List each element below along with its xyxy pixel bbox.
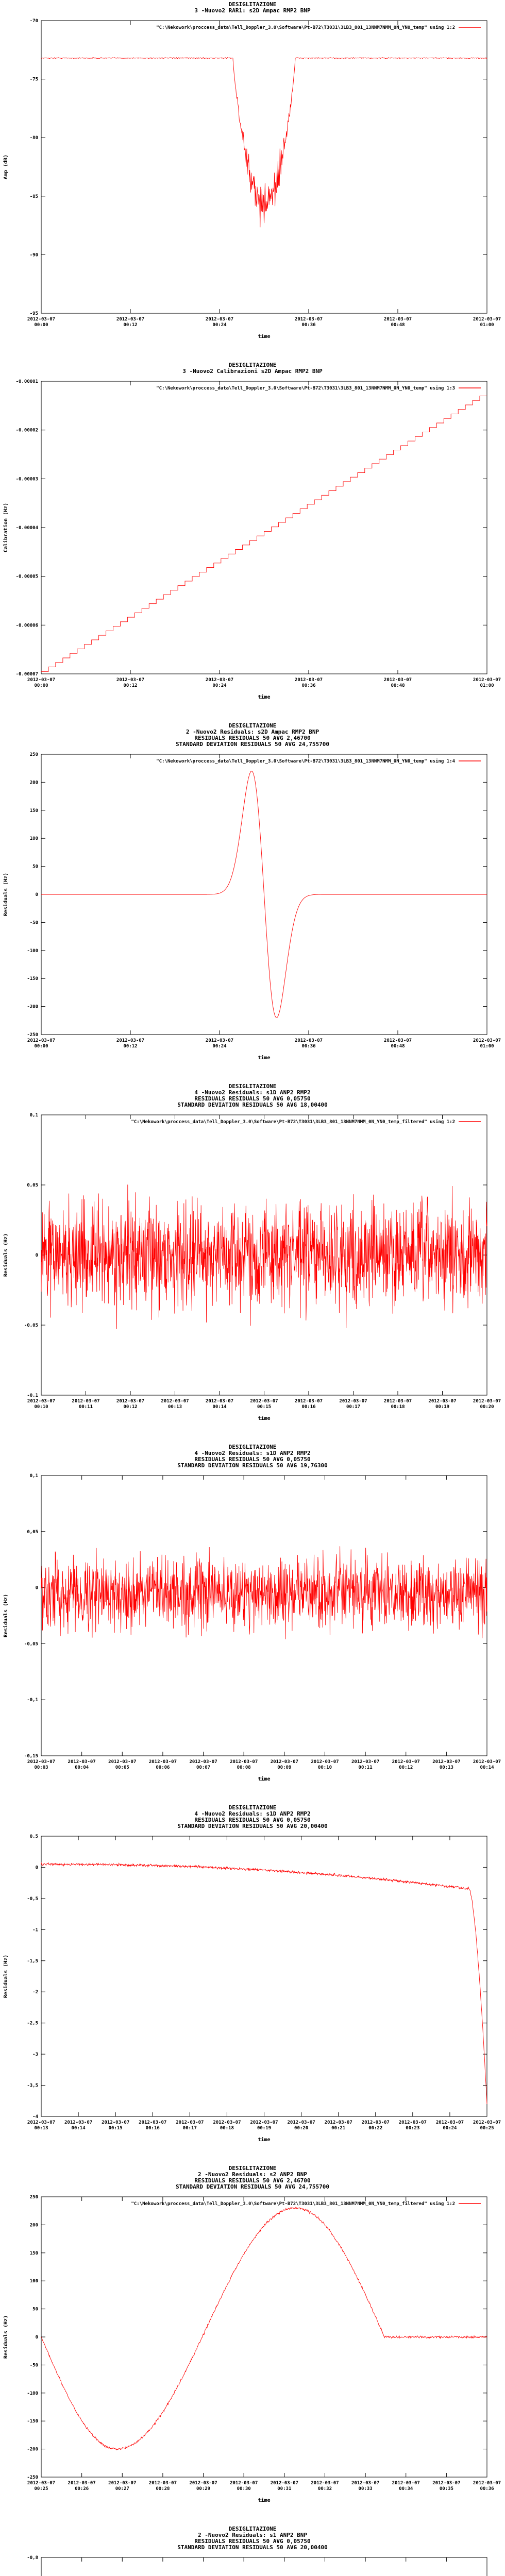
x-tick-label: 00:36 (301, 683, 316, 688)
x-tick-label: 00:48 (391, 683, 405, 688)
y-tick-label: -75 (29, 77, 38, 82)
series-line (41, 396, 487, 671)
plot-frame (41, 2197, 487, 2477)
y-tick-label: -150 (27, 2419, 38, 2425)
chart-panel-5 (0, 1443, 505, 1803)
x-axis-label: time (258, 1055, 271, 1061)
chart-title-line: 4 -Nuovo2 Residuals: s1D ANP2 RMP2 (194, 1450, 311, 1456)
chart-title-line: DESIGLITAZIONE (228, 1083, 277, 1090)
x-tick-label: 2012-03-07 (473, 1759, 501, 1765)
y-tick-label: 0 (35, 2335, 38, 2340)
x-tick-label: 00:25 (480, 2126, 494, 2131)
y-tick-label: -0,15 (24, 1754, 38, 1759)
chart-panel-6 (0, 1803, 505, 2164)
plot-frame (41, 21, 487, 313)
y-axis-label: Amp (dB) (3, 154, 9, 180)
x-tick-label: 00:14 (480, 1765, 494, 1770)
y-tick-label: -1,5 (27, 1958, 38, 1964)
x-tick-label: 2012-03-07 (311, 1759, 339, 1765)
x-tick-label: 00:18 (391, 1404, 405, 1410)
chart-title-line: DESIGLITAZIONE (228, 722, 277, 729)
x-tick-label: 00:04 (75, 1765, 89, 1770)
chart-title-line: STANDARD DEVIATION RESIDUALS 50 AVG 24,755700 (175, 2183, 330, 2190)
x-tick-label: 2012-03-07 (68, 2481, 96, 2486)
x-tick-label: 2012-03-07 (27, 317, 56, 322)
x-tick-label: 2012-03-07 (72, 1399, 100, 1404)
x-tick-label: 00:12 (123, 323, 138, 328)
x-tick-label: 00:07 (196, 1765, 211, 1770)
x-tick-label: 00:10 (317, 1765, 332, 1770)
x-tick-label: 2012-03-07 (108, 2481, 137, 2486)
x-tick-label: 00:27 (115, 2486, 129, 2492)
x-tick-label: 2012-03-07 (473, 1038, 501, 1043)
chart-title-line: RESIDUALS RESIDUALS 50 AVG 2,46700 (194, 2177, 311, 2184)
x-axis-label: time (258, 1776, 271, 1782)
x-axis-label: time (258, 2498, 271, 2503)
y-tick-label: -90 (29, 252, 38, 258)
y-tick-label: -150 (27, 976, 38, 982)
y-tick-label: -80 (29, 135, 38, 141)
x-tick-label: 2012-03-07 (148, 2481, 177, 2486)
x-tick-label: 01:00 (480, 323, 494, 328)
y-tick-label: 200 (29, 780, 38, 786)
chart-title-line: RESIDUALS RESIDUALS 50 AVG 0,05750 (194, 2538, 311, 2545)
chart-title-line: 2 -Nuovo2 Residuals: s2 ANP2 BNP (198, 2171, 307, 2178)
x-tick-label: 2012-03-07 (270, 2481, 298, 2486)
x-tick-label: 00:33 (358, 2486, 373, 2492)
y-tick-label: 50 (32, 2307, 38, 2312)
series-line (41, 771, 487, 1018)
x-tick-label: 2012-03-07 (311, 2481, 339, 2486)
x-tick-label: 2012-03-07 (205, 1038, 234, 1043)
y-tick-label: -0,8 (27, 2555, 38, 2561)
x-tick-label: 2012-03-07 (294, 1038, 323, 1043)
chart-panel-1 (0, 0, 505, 361)
x-tick-label: 00:25 (34, 2486, 48, 2492)
x-tick-label: 00:13 (439, 1765, 453, 1770)
x-tick-label: 2012-03-07 (473, 677, 501, 683)
x-tick-label: 2012-03-07 (473, 2481, 501, 2486)
x-tick-label: 2012-03-07 (383, 317, 412, 322)
x-tick-label: 2012-03-07 (294, 677, 323, 683)
y-tick-label: -70 (29, 19, 38, 24)
x-tick-label: 2012-03-07 (392, 1759, 420, 1765)
x-tick-label: 00:14 (212, 1404, 227, 1410)
y-tick-label: 0,5 (29, 1834, 38, 1839)
x-tick-label: 00:12 (123, 683, 138, 688)
x-tick-label: 2012-03-07 (116, 677, 145, 683)
x-tick-label: 00:09 (277, 1765, 292, 1770)
x-tick-label: 2012-03-07 (64, 2120, 93, 2125)
y-tick-label: -4 (32, 2114, 38, 2120)
y-tick-label: -95 (29, 311, 38, 316)
x-tick-label: 00:12 (123, 1404, 138, 1410)
y-tick-label: 0,1 (29, 1473, 38, 1479)
x-tick-label: 2012-03-07 (428, 1399, 457, 1404)
chart-title-line: 4 -Nuovo2 Residuals: s1D ANP2 RMP2 (194, 1810, 311, 1817)
x-tick-label: 00:00 (34, 1044, 48, 1049)
x-tick-label: 00:12 (399, 1765, 413, 1770)
x-tick-label: 00:21 (331, 2126, 346, 2131)
x-tick-label: 2012-03-07 (383, 677, 412, 683)
y-axis-label: Residuals (Hz) (3, 872, 9, 917)
x-tick-label: 2012-03-07 (189, 2481, 217, 2486)
x-tick-label: 00:36 (301, 323, 316, 328)
chart-title-line: DESIGLITAZIONE (228, 1, 277, 8)
x-tick-label: 2012-03-07 (473, 2120, 501, 2125)
y-tick-label: -0,05 (24, 1323, 38, 1328)
x-tick-label: 00:48 (391, 323, 405, 328)
x-tick-label: 00:11 (78, 1404, 93, 1410)
chart-title-line: RESIDUALS RESIDUALS 50 AVG 0,05750 (194, 1817, 311, 1823)
x-tick-label: 2012-03-07 (161, 1399, 189, 1404)
legend-label: "C:\Nekowork\proccess_data\Tell_Doppler_3.0\Software\Pt-B72\T3031\3LB3_801_13NNM7NMM_0N_YN0_temp_filtered" using 1:2 (131, 2201, 455, 2207)
y-tick-label: 100 (29, 2279, 38, 2284)
x-tick-label: 2012-03-07 (432, 1759, 461, 1765)
chart-title-line: DESIGLITAZIONE (228, 2165, 277, 2172)
x-tick-label: 00:00 (34, 683, 48, 688)
y-tick-label: -2,5 (27, 2021, 38, 2026)
chart-title-line: STANDARD DEVIATION RESIDUALS 50 AVG 20,00400 (177, 1823, 328, 1829)
x-axis-label: time (258, 694, 271, 700)
y-tick-label: -3,5 (27, 2083, 38, 2089)
x-tick-label: 2012-03-07 (230, 1759, 258, 1765)
x-tick-label: 2012-03-07 (108, 1759, 137, 1765)
y-tick-label: -100 (27, 948, 38, 954)
series-line (41, 1862, 487, 2104)
x-tick-label: 00:24 (212, 683, 227, 688)
chart-title-line: STANDARD DEVIATION RESIDUALS 50 AVG 19,76300 (177, 1462, 328, 1469)
chart-title-line: 2 -Nuovo2 Residuals: s1 ANP2 BNP (198, 2532, 307, 2538)
y-tick-label: 0,05 (27, 1183, 38, 1188)
x-tick-label: 2012-03-07 (27, 1038, 56, 1043)
x-tick-label: 00:00 (34, 323, 48, 328)
x-axis-label: time (258, 2137, 271, 2143)
x-tick-label: 00:11 (358, 1765, 373, 1770)
x-tick-label: 00:15 (108, 2126, 123, 2131)
y-tick-label: 0 (35, 892, 38, 897)
y-axis-label: Residuals (Hz) (3, 1233, 9, 1277)
x-tick-label: 2012-03-07 (27, 1399, 56, 1404)
y-tick-label: 100 (29, 836, 38, 842)
chart-title-line: RESIDUALS RESIDUALS 50 AVG 0,05750 (194, 1456, 311, 1463)
x-tick-label: 2012-03-07 (27, 677, 56, 683)
chart-panel-3 (0, 721, 505, 1082)
x-tick-label: 2012-03-07 (383, 1399, 412, 1404)
chart-title-line: DESIGLITAZIONE (228, 2526, 277, 2532)
x-tick-label: 00:18 (220, 2126, 234, 2131)
chart-panel-7 (0, 2164, 505, 2524)
x-tick-label: 00:36 (480, 2486, 494, 2492)
x-tick-label: 2012-03-07 (68, 1759, 96, 1765)
x-tick-label: 01:00 (480, 683, 494, 688)
x-tick-label: 2012-03-07 (473, 1399, 501, 1404)
chart-panel-2 (0, 361, 505, 721)
x-tick-label: 00:12 (123, 1044, 138, 1049)
x-tick-label: 2012-03-07 (383, 1038, 412, 1043)
x-tick-label: 00:05 (115, 1765, 129, 1770)
y-tick-label: -250 (27, 2475, 38, 2480)
y-tick-label: -0.00005 (15, 574, 38, 580)
x-tick-label: 00:13 (34, 2126, 48, 2131)
series-line (41, 2207, 487, 2450)
chart-panel-4 (0, 1082, 505, 1443)
legend-label: "C:\Nekowork\proccess_data\Tell_Doppler_3.0\Software\Pt-B72\T3031\3LB3_801_13NNM7NMM_0N_YN0_temp" using 1:3 (156, 386, 455, 391)
x-tick-label: 00:16 (301, 1404, 316, 1410)
x-tick-label: 00:36 (301, 1044, 316, 1049)
y-tick-label: -100 (27, 2391, 38, 2396)
y-tick-label: 250 (29, 752, 38, 757)
y-tick-label: -2 (32, 1990, 38, 1995)
y-tick-label: -0.00007 (15, 672, 38, 677)
legend-label: "C:\Nekowork\proccess_data\Tell_Doppler_3.0\Software\Pt-B72\T3031\3LB3_801_13NNM7NMM_0N_YN0_temp" using 1:2 (156, 25, 455, 30)
x-tick-label: 00:08 (237, 1765, 251, 1770)
x-axis-label: time (258, 1416, 271, 1421)
x-tick-label: 2012-03-07 (139, 2120, 167, 2125)
x-tick-label: 00:28 (156, 2486, 170, 2492)
x-tick-label: 00:30 (237, 2486, 251, 2492)
y-tick-label: -0,1 (27, 1393, 38, 1398)
x-tick-label: 2012-03-07 (27, 2481, 56, 2486)
chart-title-line: 2 -Nuovo2 Residuals: s2D Ampac RMP2 BNP (186, 728, 319, 735)
chart-title-line: STANDARD DEVIATION RESIDUALS 50 AVG 20,00400 (177, 2544, 328, 2551)
x-tick-label: 2012-03-07 (176, 2120, 204, 2125)
y-tick-label: -0,5 (27, 1896, 38, 1902)
y-tick-label: 0,05 (27, 1529, 38, 1535)
plot-frame (41, 2557, 487, 2576)
y-tick-label: 0 (35, 1253, 38, 1258)
series-line (41, 1184, 487, 1329)
series-line (41, 1546, 487, 1639)
chart-title-line: DESIGLITAZIONE (228, 1444, 277, 1450)
x-tick-label: 00:15 (257, 1404, 272, 1410)
y-tick-label: -0.00002 (15, 428, 38, 433)
y-tick-label: -50 (29, 920, 38, 926)
x-tick-label: 01:00 (480, 1044, 494, 1049)
y-tick-label: -0.00006 (15, 623, 38, 629)
x-tick-label: 00:29 (196, 2486, 211, 2492)
x-tick-label: 00:24 (443, 2126, 457, 2131)
x-tick-label: 00:24 (212, 1044, 227, 1049)
y-tick-label: 0,1 (29, 1113, 38, 1118)
x-tick-label: 2012-03-07 (339, 1399, 367, 1404)
x-tick-label: 00:13 (167, 1404, 182, 1410)
x-tick-label: 00:19 (257, 2126, 272, 2131)
x-tick-label: 2012-03-07 (189, 1759, 217, 1765)
x-tick-label: 2012-03-07 (116, 317, 145, 322)
x-tick-label: 00:32 (317, 2486, 332, 2492)
x-tick-label: 2012-03-07 (351, 1759, 380, 1765)
chart-title-line: 4 -Nuovo2 Residuals: s1D ANP2 RMP2 (194, 1089, 311, 1096)
y-tick-label: 0 (35, 1865, 38, 1871)
x-tick-label: 00:24 (212, 323, 227, 328)
x-tick-label: 2012-03-07 (351, 2481, 380, 2486)
x-tick-label: 2012-03-07 (435, 2120, 464, 2125)
y-tick-label: -0.00003 (15, 477, 38, 482)
plot-frame (41, 381, 487, 674)
y-tick-label: -0,05 (24, 1641, 38, 1647)
y-tick-label: -85 (29, 194, 38, 199)
chart-panel-8 (0, 2524, 505, 2576)
x-tick-label: 2012-03-07 (361, 2120, 390, 2125)
x-tick-label: 2012-03-07 (27, 2120, 56, 2125)
x-tick-label: 00:35 (439, 2486, 453, 2492)
x-tick-label: 2012-03-07 (432, 2481, 461, 2486)
chart-title-line: 3 -Nuovo2 RAR1: s2D Ampac RMP2 BNP (194, 7, 311, 14)
y-tick-label: -200 (27, 1004, 38, 1010)
chart-title-line: 3 -Nuovo2 Calibrazioni s2D Ampac RMP2 BNP (182, 368, 323, 375)
x-tick-label: 2012-03-07 (213, 2120, 241, 2125)
y-tick-label: 50 (32, 864, 38, 870)
y-axis-label: Residuals (Hz) (3, 1594, 9, 1638)
x-tick-label: 2012-03-07 (294, 317, 323, 322)
x-tick-label: 00:06 (156, 1765, 170, 1770)
x-tick-label: 00:16 (145, 2126, 160, 2131)
x-tick-label: 2012-03-07 (270, 1759, 298, 1765)
y-tick-label: 150 (29, 2250, 38, 2256)
x-tick-label: 2012-03-07 (205, 317, 234, 322)
x-tick-label: 00:03 (34, 1765, 48, 1770)
x-tick-label: 00:20 (480, 1404, 494, 1410)
chart-title-line: RESIDUALS RESIDUALS 50 AVG 2,46700 (194, 735, 311, 741)
y-tick-label: 150 (29, 808, 38, 814)
x-tick-label: 00:20 (294, 2126, 309, 2131)
chart-title-line: STANDARD DEVIATION RESIDUALS 50 AVG 18,00400 (177, 1101, 328, 1108)
legend-label: "C:\Nekowork\proccess_data\Tell_Doppler_3.0\Software\Pt-B72\T3031\3LB3_801_13NNM7NMM_0N_YN0_temp" using 1:4 (156, 759, 455, 764)
x-tick-label: 00:26 (75, 2486, 89, 2492)
y-axis-label: Residuals (Hz) (3, 2315, 9, 2359)
y-tick-label: -200 (27, 2447, 38, 2452)
x-tick-label: 00:34 (399, 2486, 413, 2492)
y-tick-label: 0 (35, 1585, 38, 1591)
x-tick-label: 2012-03-07 (250, 1399, 278, 1404)
chart-title-line: DESIGLITAZIONE (228, 362, 277, 368)
x-tick-label: 2012-03-07 (116, 1038, 145, 1043)
y-tick-label: -0.00004 (15, 526, 38, 531)
y-tick-label: -1 (32, 1927, 38, 1933)
plot-frame (41, 1836, 487, 2116)
x-tick-label: 2012-03-07 (116, 1399, 145, 1404)
x-tick-label: 2012-03-07 (473, 317, 501, 322)
y-tick-label: -250 (27, 1032, 38, 1038)
legend-label: "C:\Nekowork\proccess_data\Tell_Doppler_3.0\Software\Pt-B72\T3031\3LB3_801_13NNM7NMM_0N_YN0_temp_filtered" using 1:2 (131, 1120, 455, 1125)
x-tick-label: 00:10 (34, 1404, 48, 1410)
y-tick-label: 250 (29, 2195, 38, 2200)
y-tick-label: -50 (29, 2363, 38, 2368)
x-tick-label: 2012-03-07 (230, 2481, 258, 2486)
x-tick-label: 2012-03-07 (205, 1399, 234, 1404)
x-tick-label: 2012-03-07 (148, 1759, 177, 1765)
x-tick-label: 2012-03-07 (398, 2120, 427, 2125)
series-line (41, 57, 487, 227)
chart-title-line: RESIDUALS RESIDUALS 50 AVG 0,05750 (194, 1095, 311, 1102)
x-tick-label: 00:17 (346, 1404, 361, 1410)
y-axis-label: Calibration (Hz) (3, 502, 9, 553)
y-tick-label: -3 (32, 2052, 38, 2058)
x-tick-label: 00:31 (277, 2486, 292, 2492)
y-tick-label: -0.00001 (15, 379, 38, 384)
x-tick-label: 00:19 (435, 1404, 450, 1410)
x-tick-label: 2012-03-07 (27, 1759, 56, 1765)
x-tick-label: 2012-03-07 (294, 1399, 323, 1404)
x-tick-label: 2012-03-07 (324, 2120, 352, 2125)
x-tick-label: 00:22 (368, 2126, 383, 2131)
chart-title-line: DESIGLITAZIONE (228, 1804, 277, 1811)
x-tick-label: 00:48 (391, 1044, 405, 1049)
chart-title-line: STANDARD DEVIATION RESIDUALS 50 AVG 24,755700 (175, 741, 330, 748)
x-tick-label: 00:14 (71, 2126, 86, 2131)
x-tick-label: 2012-03-07 (392, 2481, 420, 2486)
x-axis-label: time (258, 334, 271, 340)
x-tick-label: 00:17 (182, 2126, 197, 2131)
x-tick-label: 2012-03-07 (250, 2120, 278, 2125)
y-tick-label: -0,1 (27, 1698, 38, 1703)
plot-frame (41, 1476, 487, 1756)
x-tick-label: 2012-03-07 (205, 677, 234, 683)
x-tick-label: 2012-03-07 (287, 2120, 315, 2125)
y-tick-label: 200 (29, 2223, 38, 2228)
x-tick-label: 00:23 (406, 2126, 420, 2131)
y-axis-label: Residuals (Hz) (3, 1954, 9, 1998)
x-tick-label: 2012-03-07 (102, 2120, 130, 2125)
